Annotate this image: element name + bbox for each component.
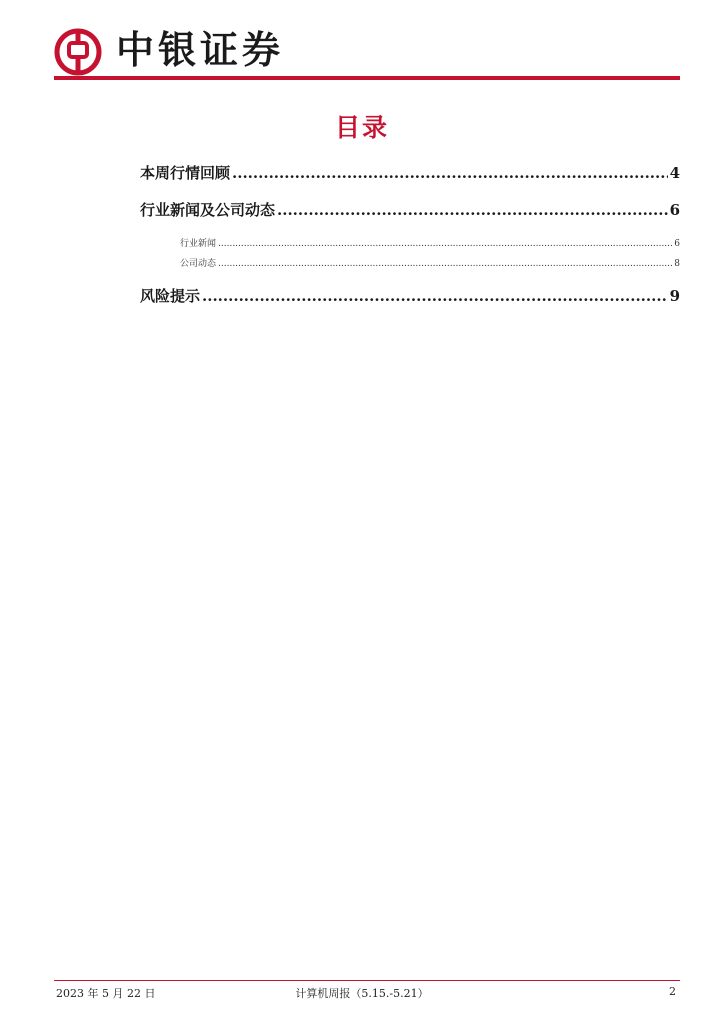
bank-of-china-logo-icon	[54, 28, 102, 76]
toc-entry-label: 风险提示	[140, 287, 201, 305]
toc-leader-dots	[277, 201, 668, 219]
toc-leader-dots	[232, 164, 668, 182]
toc-entry-page: 4	[669, 164, 680, 182]
header-divider	[54, 76, 680, 80]
toc-entry-page: 6	[674, 239, 680, 249]
toc-entry-risk-warning[interactable]	[140, 285, 680, 306]
toc-entry-label: 行业新闻及公司动态	[140, 201, 276, 219]
toc-leader-dots	[202, 287, 668, 305]
toc-entry-industry-news[interactable]	[180, 236, 680, 249]
toc-entry-company-updates[interactable]	[180, 256, 680, 269]
footer-date: 2023 年 5 月 22 日	[56, 987, 156, 1000]
toc-leader-dots	[218, 259, 672, 269]
footer-report-title: 计算机周报（5.15.-5.21）	[295, 987, 429, 1000]
toc-entry-industry-news-and-company-updates[interactable]	[140, 199, 680, 220]
toc-entry-page: 8	[674, 259, 680, 269]
toc-entry-page: 9	[669, 287, 680, 305]
toc-entry-label: 公司动态	[180, 259, 217, 269]
page-header	[54, 22, 680, 84]
toc-entry-label: 本周行情回顾	[140, 164, 231, 182]
toc-entry-label: 行业新闻	[180, 239, 217, 249]
footer-page-number: 2	[669, 985, 676, 998]
toc-entry-market-review[interactable]	[140, 162, 680, 183]
toc-entry-page: 6	[669, 201, 680, 219]
footer-divider	[54, 980, 680, 981]
toc-leader-dots	[218, 239, 672, 249]
brand-name: 中银证券	[116, 27, 285, 72]
toc-title: 目录	[334, 113, 389, 142]
